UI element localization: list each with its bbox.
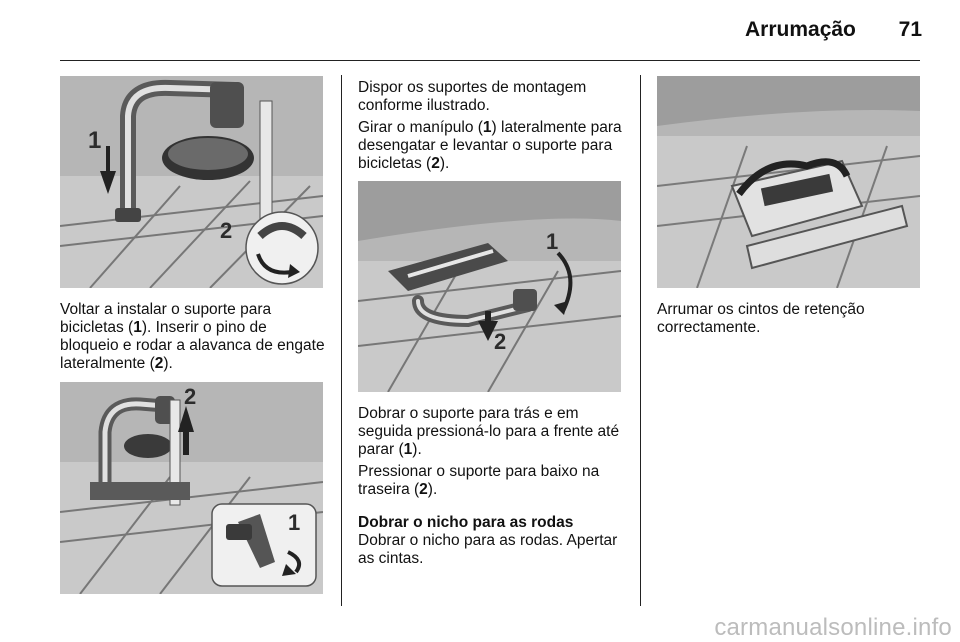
section-heading: Dobrar o nicho para as rodas [358,514,574,531]
callout-1: 1 [88,127,102,154]
illustration-lever-engage [60,382,323,594]
column-divider-left [341,75,342,606]
instruction-fold-back: Dobrar o suporte para trás e em seguida pressioná-lo para a frente até parar (1). [358,405,620,458]
illustration-stowed-straps [657,76,920,288]
instruction-stow-straps: Arrumar os cintos de retenção correctamente. [657,301,865,336]
callout-1: 1 [288,510,301,535]
callout-2: 2 [494,329,507,354]
illustration-bike-carrier-install [60,76,323,288]
illustration-fold-carrier [358,181,621,392]
instruction-fold-wheel-niche: Dobrar o nicho para as rodas. Apertar as cintas. [358,532,618,567]
instruction-press-down: Pressionar o suporte para baixo na traseira (2). [358,463,600,498]
page-number: 71 [898,18,922,41]
column-divider-right [640,75,641,606]
callout-1: 1 [546,229,559,254]
instruction-reinstall: Voltar a instalar o suporte para bicicletas (1). Inserir o pino de bloqueio e rodar a alavanca de engate lateralmente (2). [60,301,325,372]
instruction-arrange-supports: Dispor os suportes de montagem conforme ilustrado. [358,79,587,114]
page-title: Arrumação [745,18,856,41]
header-divider [60,60,920,61]
callout-2: 2 [220,218,233,243]
callout-2: 2 [184,384,197,409]
footer-watermark: carmanualsonline.info [714,614,952,641]
instruction-turn-handle: Girar o manípulo (1) lateralmente para desengatar e levantar o suporte para bicicletas (2). [358,119,622,172]
